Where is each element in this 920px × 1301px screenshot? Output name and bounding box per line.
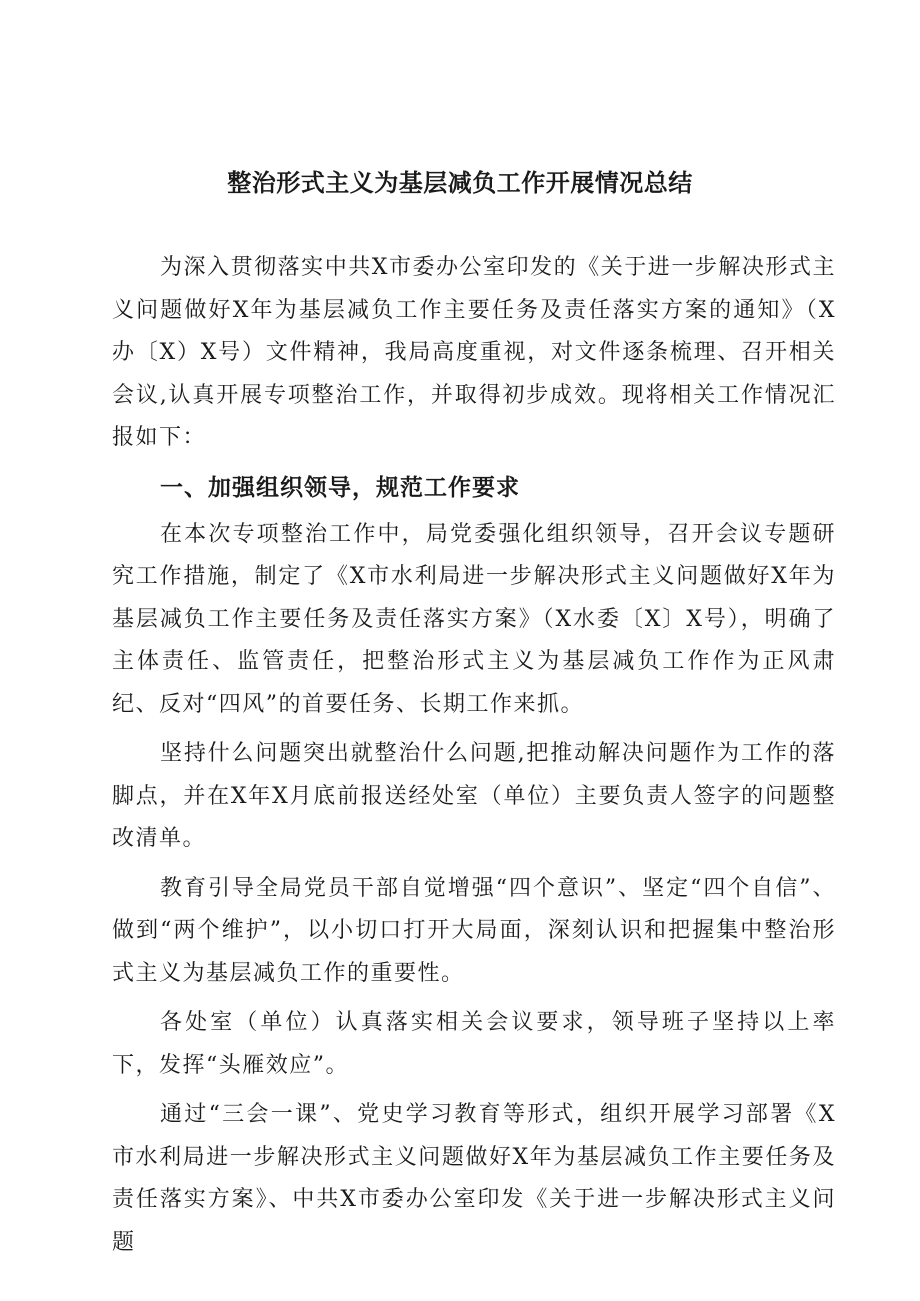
document-title: 整治形式主义为基层减负工作开展情况总结 [227, 169, 693, 197]
document-body [112, 247, 836, 1271]
section1-paragraph-1: 在本次专项整治工作中，局党委强化组织领导，召开会议专题研究工作措施，制定了《X市水利局进一步解决形式主义问题做好X年为基层减负工作主要任务及责任落实方案》（X水委〔X〕X号），明确了主体责任、监管责任，把整治形式主义为基层减负工作作为正风肃纪、反对“四风”的首要任务、长期工作来抓。 [112, 521, 836, 717]
section1-paragraph-2: 坚持什么问题突出就整治什么问题,把推动解决问题作为工作的落脚点，并在X年X月底前报送经处室（单位）主要负责人签字的问题整改清单。 [112, 741, 836, 851]
section-heading-1: 一、加强组织领导，规范工作要求 [160, 474, 520, 501]
section1-paragraph-5: 通过“三会一课”、党史学习教育等形式，组织开展学习部署《X市水利局进一步解决形式主义问题做好X年为基层减负工作主要任务及责任落实方案》、中共X市委办公室印发《关于进一步解决形式主义问题 [112, 1102, 836, 1255]
intro-paragraph: 为深入贯彻落实中共X市委办公室印发的《关于进一步解决形式主义问题做好X年为基层减负工作主要任务及责任落实方案的通知》（X办〔X）X号）文件精神，我局高度重视，对文件逐条梳理、召开相关会议,认真开展专项整治工作，并取得初步成效。现将相关工作情况汇报如下： [112, 255, 836, 450]
section1-paragraph-3: 教育引导全局党员干部自觉增强“四个意识”、坚定“四个自信”、做到“两个维护”，以小切口打开大局面，深刻认识和把握集中整治形式主义为基层减负工作的重要性。 [112, 875, 836, 986]
section1-paragraph-4: 各处室（单位）认真落实相关会议要求，领导班子坚持以上率下，发挥“头雁效应”。 [112, 1010, 836, 1078]
